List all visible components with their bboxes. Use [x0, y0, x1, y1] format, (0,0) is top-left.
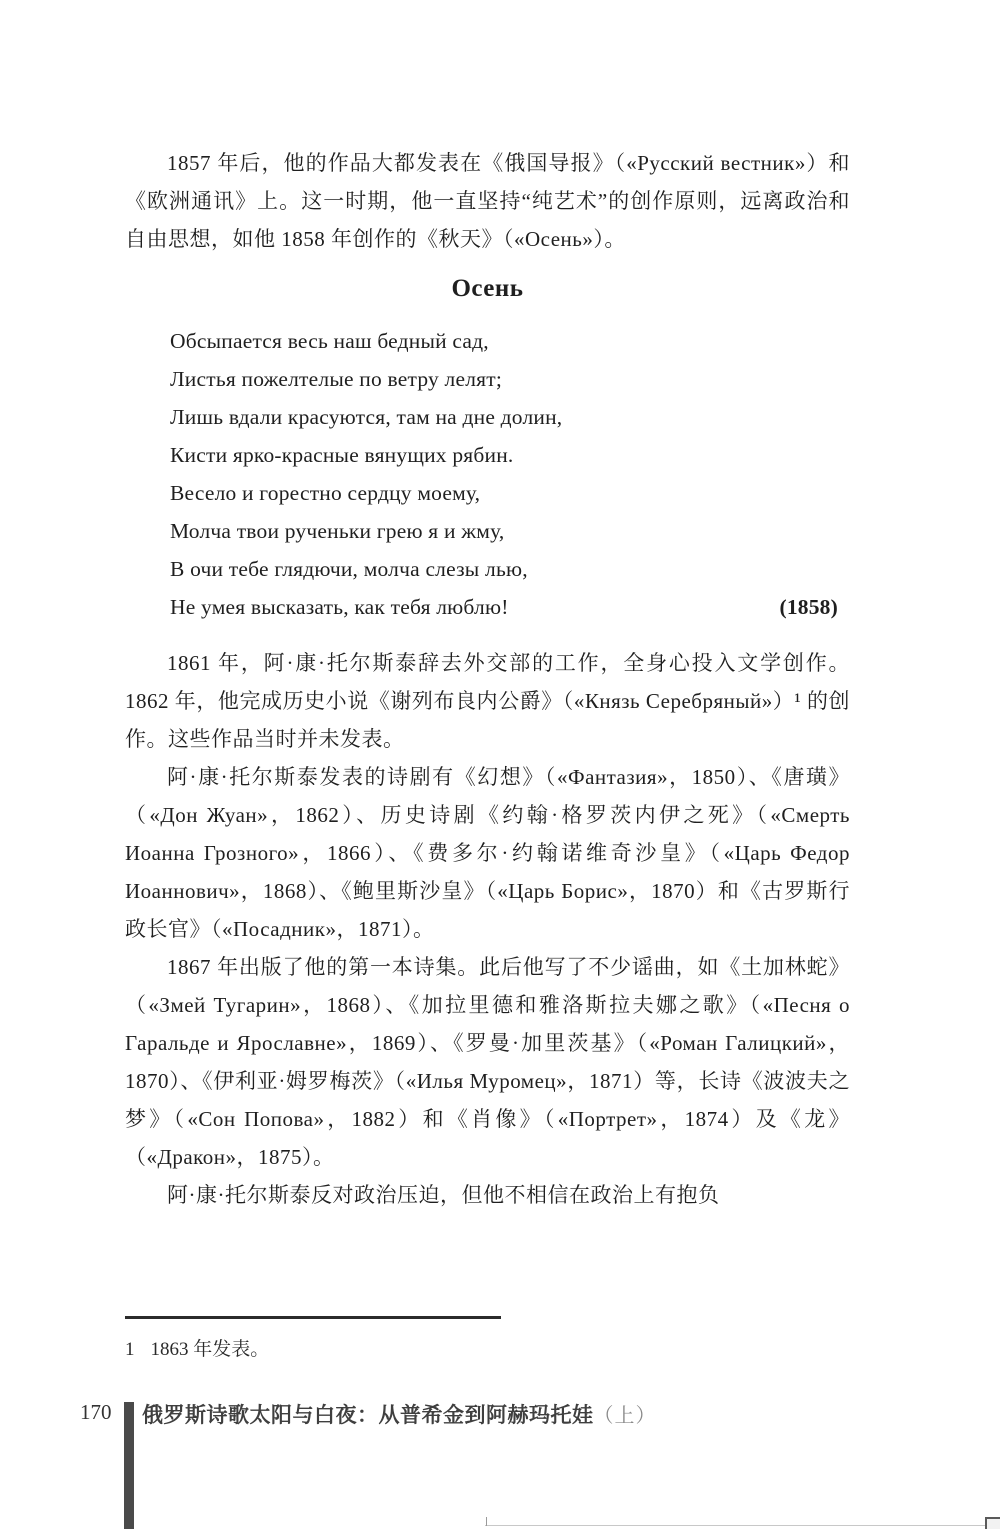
intro-paragraph: 1857 年后，他的作品大都发表在《俄国导报》（«Русский вестник»）和《欧洲通讯》上。这一时期，他一直坚持“纯艺术”的创作原则，远离政治和自由思想，如他 1858 年创作的《秋天》（«Осень»）。 — [125, 151, 850, 251]
book-title: 俄罗斯诗歌太阳与白夜：从普希金到阿赫玛托娃 — [142, 1404, 594, 1427]
footnote-divider — [125, 1316, 501, 1319]
page-content — [125, 144, 850, 1214]
bottom-tick-mark — [486, 1517, 487, 1526]
poem-line-text: Не умея высказать, как тебя люблю! — [170, 595, 509, 619]
poem-line: Обсыпается весь наш бедный сад, — [170, 329, 489, 353]
footnote — [125, 1336, 269, 1364]
footnote-marker: 1 — [125, 1339, 135, 1360]
poem-line: Весело и горестно сердцу моему, — [170, 481, 481, 505]
poem-year: (1858) — [779, 595, 838, 619]
poem-line: Листья пожелтелые по ветру лелят; — [170, 367, 502, 391]
bottom-right-corner-artifact — [985, 1517, 1000, 1529]
poem-title: Осень — [451, 275, 524, 302]
page-number: 170 — [80, 1400, 112, 1424]
poem-section — [125, 272, 850, 626]
body-paragraph: 1867 年出版了他的第一本诗集。此后他写了不少谣曲，如《土加林蛇》（«Змей Тугарин»，1868）、《加拉里德和雅洛斯拉夫娜之歌》（«Песня о Гаральде и Ярославне»，1869）、《罗曼·加里茨基》（«Роман Галицкий»，1870）、《伊利亚·姆罗梅茨》（«Илья Муромец»，1871）等，长诗《波波夫之梦》（«Сон Попова»，1882）和《肖像》（«Портрет»，1874）及《龙》（«Дракон»，1875）。 — [125, 955, 850, 1169]
page-footer — [0, 1396, 1000, 1529]
bottom-edge-line — [485, 1525, 1000, 1526]
poem-line: В очи тебе глядючи, молча слезы лью, — [170, 557, 528, 581]
poem-line: Лишь вдали красуются, там на дне долин, — [170, 405, 563, 429]
volume-label: （上） — [593, 1405, 657, 1427]
poem-body — [170, 322, 850, 626]
footnote-text: 1863 年发表。 — [150, 1339, 270, 1360]
footer-bar-decoration — [124, 1402, 134, 1529]
body-paragraph: 阿·康·托尔斯泰发表的诗剧有《幻想》（«Фантазия»，1850）、《唐璜》（«Дон Жуан»，1862）、历史诗剧《约翰·格罗茨内伊之死》（«Смерть Иоанна Грозного»，1866）、《费多尔·约翰诺维奇沙皇》（«Царь Федор Иоаннович»，1868）、《鲍里斯沙皇》（«Царь Борис»，1870）和《古罗斯行政长官》（«Посадник»，1871）。 — [125, 765, 850, 941]
poem-line: Кисти ярко-красные вянущих рябин. — [170, 443, 514, 467]
poem-line: Молча твои рученьки грею я и жму, — [170, 519, 505, 543]
poem-line-last — [170, 588, 850, 626]
body-paragraph: 1861 年，阿·康·托尔斯泰辞去外交部的工作，全身心投入文学创作。1862 年，他完成历史小说《谢列布良内公爵》（«Князь Серебряный»）¹ 的创作。这些作品当时并未发表。 — [125, 651, 850, 751]
body-paragraph: 阿·康·托尔斯泰反对政治压迫，但他不相信在政治上有抱负 — [167, 1183, 720, 1207]
footer-title — [142, 1399, 657, 1429]
